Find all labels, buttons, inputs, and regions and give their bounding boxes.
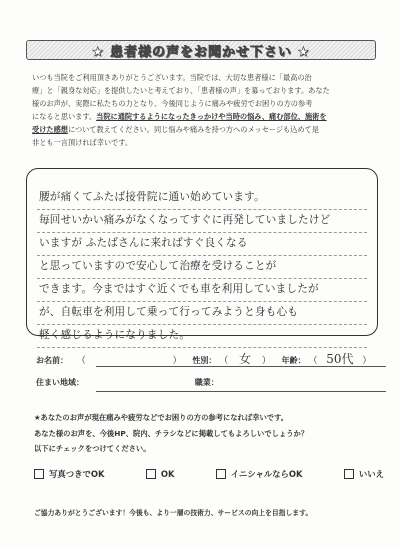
testimonial-bubble bbox=[26, 168, 378, 341]
gender-value: 女 bbox=[239, 352, 252, 366]
intro-line: いつも当院をご利用頂きありがとうございます。当院では、大切な患者様に「最高の治 bbox=[32, 73, 312, 82]
intro-line: 非とも一言頂ければ幸いです。 bbox=[32, 138, 133, 147]
option-initials-ok[interactable] bbox=[216, 468, 303, 480]
name-gender-age-row bbox=[36, 350, 371, 367]
checkbox[interactable] bbox=[34, 469, 44, 479]
intro-text-underlined: 受けた感想 bbox=[32, 125, 68, 134]
gender-paren-open: （ bbox=[219, 356, 229, 366]
option-label: 写真つきでOK bbox=[49, 469, 105, 479]
testimonial-lines bbox=[37, 187, 367, 348]
thanks-footer: ご協力ありがとうございます！今後も、より一層の技術力、サービスの向上を目指します。 bbox=[34, 509, 313, 517]
intro-line bbox=[32, 123, 374, 136]
testimonial-line: 毎回せいかい痛みがなくなってすぐに再発していましたけど bbox=[37, 210, 367, 233]
option-ok[interactable] bbox=[146, 468, 175, 480]
option-photo-ok[interactable] bbox=[34, 468, 104, 480]
testimonial-line: と思っていますので安心して治療を受けることが bbox=[37, 256, 367, 279]
testimonial-line: 軽く感じるようになりました。 bbox=[37, 325, 367, 348]
intro-line: 療」と「親身な対応」を提供したいと考えており、「患者様の声」を募っております。あなた bbox=[32, 86, 330, 95]
option-no[interactable] bbox=[344, 468, 384, 480]
name-paren-open: （ bbox=[76, 356, 86, 366]
name-paren-close: ） bbox=[172, 356, 182, 366]
checkbox[interactable] bbox=[216, 469, 226, 479]
intro-text-plain: について教えてください。同じ悩みや痛みを持つ方へのメッセージも込めて是 bbox=[67, 125, 319, 134]
testimonial-line: できます。今まではすぐ近くでも車を利用していましたが bbox=[37, 279, 367, 302]
testimonial-line: 腰が痛くてふたば接骨院に通い始めています。 bbox=[37, 187, 367, 210]
intro-text bbox=[32, 71, 374, 149]
option-label: いいえ bbox=[358, 469, 384, 479]
area-row-underline bbox=[96, 391, 386, 392]
area-job-row bbox=[36, 377, 219, 388]
job-label: 職業： bbox=[194, 378, 219, 387]
name-label: お名前： bbox=[36, 356, 68, 365]
notes-line: 以下にチェックをつけてください。 bbox=[34, 444, 151, 453]
age-paren-open: （ bbox=[308, 356, 318, 366]
title-banner bbox=[26, 40, 376, 60]
option-label: イニシャルならOK bbox=[230, 469, 303, 479]
intro-line: 様のお声が、実際に私たちの力となり、今後同じように痛みや疲労でお困りの方の参考 bbox=[32, 99, 313, 108]
option-label: OK bbox=[160, 469, 175, 479]
testimonial-line: が、自転車を利用して乗って行ってみようと身も心も bbox=[37, 302, 367, 325]
notes-line: あなた様のお声を、今後HP、院内、チラシなどに掲載してもよろしいでしょうか？ bbox=[34, 428, 309, 438]
checkbox[interactable] bbox=[146, 469, 156, 479]
age-value: 50代 bbox=[326, 352, 354, 366]
age-label: 年齢： bbox=[281, 356, 306, 365]
banner-title: ★ 患者様の声をお聞かせ下さい ★ bbox=[91, 44, 311, 60]
gender-paren-close: ） bbox=[261, 356, 271, 366]
area-label: 住まい地域： bbox=[36, 378, 84, 387]
name-row-underline bbox=[96, 366, 386, 367]
consent-options bbox=[34, 468, 384, 480]
intro-text-underlined: 当院に通院するようになったきっかけや当時の悩み、痛む部位、施術を bbox=[96, 112, 327, 121]
testimonial-line: いますが ふたばさんに来ればすぐ良くなる bbox=[37, 233, 367, 256]
checkbox[interactable] bbox=[344, 469, 354, 479]
notes-line: ★あなたのお声が現在痛みや疲労などでお困りの方の参考になれば幸いです。 bbox=[34, 413, 289, 422]
gender-label: 性別： bbox=[192, 356, 217, 365]
consent-notes bbox=[34, 410, 384, 457]
intro-line bbox=[32, 110, 374, 123]
intro-text-plain: になると思います。 bbox=[32, 112, 97, 121]
age-paren-close: ） bbox=[362, 356, 372, 366]
